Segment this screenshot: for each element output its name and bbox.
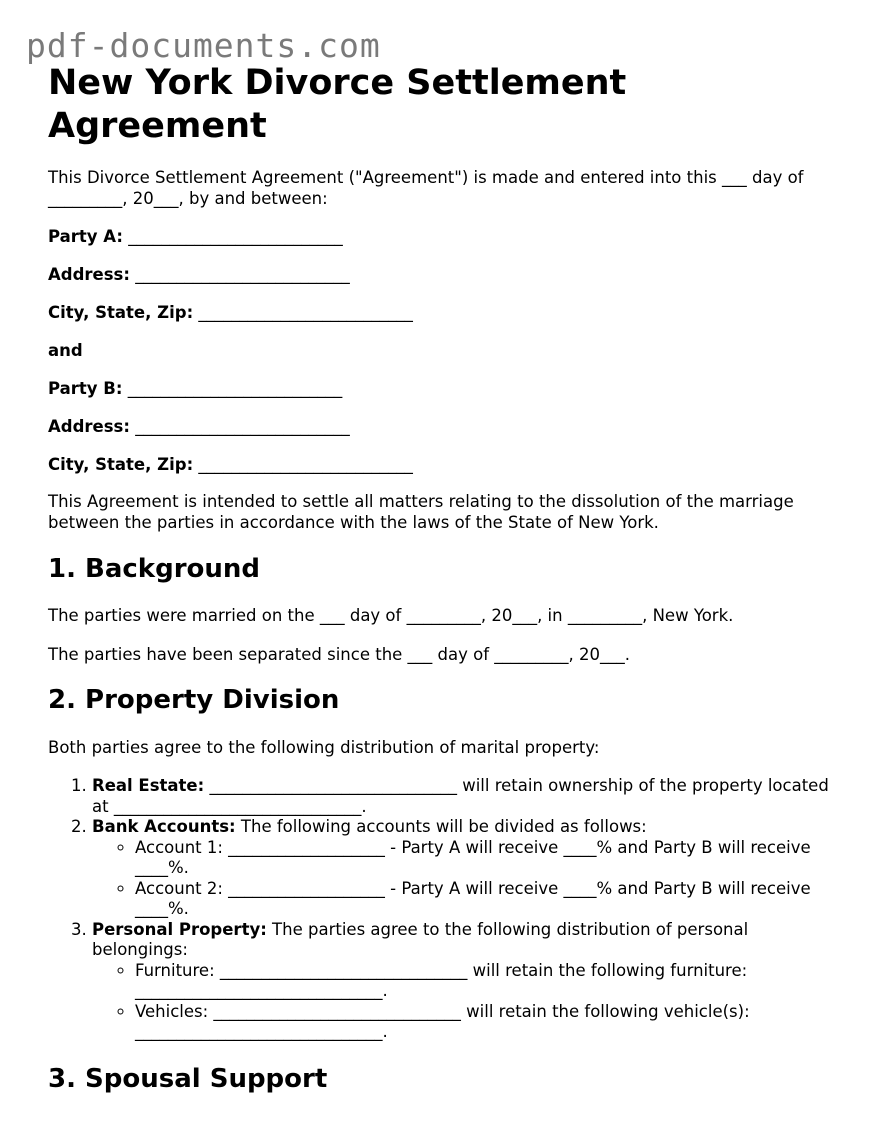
- purpose-paragraph: This Agreement is intended to settle all matters relating to the dissolution of the marriage between the parties in accordance with the laws of the State of New York.: [48, 492, 794, 532]
- party-b-address-field: [48, 417, 838, 438]
- real-estate-label: Real Estate:: [92, 776, 205, 795]
- party-b-city-blank: __________________________: [193, 455, 413, 474]
- party-b-address-label: Address:: [48, 417, 130, 436]
- separated-paragraph: The parties have been separated since the ___ day of _________, 20___.: [48, 645, 631, 664]
- party-b-name-label: Party B:: [48, 379, 123, 398]
- party-a-city-field: [48, 303, 838, 324]
- furniture-item: ◦ Furniture: ______________________________ will retain the following furniture: ______________________________.: [135, 961, 838, 1002]
- property-list: [48, 776, 838, 1043]
- party-b-city-label: City, State, Zip:: [48, 455, 194, 474]
- party-b-name-field: [48, 379, 838, 400]
- list-item-bank-accounts: [92, 817, 838, 920]
- account-1-item: ◦ Account 1: ___________________ - Party A will receive ____% and Party B will receive ____%.: [135, 838, 838, 879]
- party-a-city-label: City, State, Zip:: [48, 303, 194, 322]
- bank-accounts-text: The following accounts will be divided as follows:: [235, 817, 647, 836]
- party-a-name-label: Party A:: [48, 227, 123, 246]
- account-2-item: ◦ Account 2: ___________________ - Party A will receive ____% and Party B will receive ____%.: [135, 879, 838, 920]
- personal-property-sublist: [92, 961, 838, 1043]
- personal-property-text: The parties agree to the following distribution of personal belongings:: [92, 919, 749, 959]
- vehicles-item: ◦ Vehicles: ______________________________ will retain the following vehicle(s): ______________________________.: [135, 1002, 838, 1043]
- watermark: pdf-documents.com: [26, 26, 381, 65]
- intro-paragraph: This Divorce Settlement Agreement ("Agreement") is made and entered into this ___ day of _________, 20___, by and between:: [48, 168, 804, 208]
- and-separator: and: [48, 341, 83, 360]
- party-a-address-label: Address:: [48, 265, 130, 284]
- bank-accounts-label: Bank Accounts:: [92, 817, 236, 836]
- real-estate-text: ______________________________ will retain ownership of the property located at ______________________________.: [92, 776, 829, 816]
- party-b-city-field: [48, 455, 838, 476]
- section-1-heading: 1. Background: [48, 554, 261, 584]
- bank-accounts-sublist: [92, 838, 838, 920]
- list-item-real-estate: [92, 776, 838, 817]
- section-2-heading: 2. Property Division: [48, 685, 340, 715]
- party-b-name-blank: __________________________: [122, 379, 343, 398]
- party-a-name-field: [48, 227, 838, 248]
- document-title: New York Divorce Settlement Agreement: [48, 63, 627, 146]
- personal-property-label: Personal Property:: [92, 919, 267, 939]
- section-3-heading: 3. Spousal Support: [48, 1064, 328, 1094]
- list-item-personal-property: [92, 920, 838, 1043]
- party-a-address-blank: __________________________: [129, 265, 350, 284]
- married-paragraph: The parties were married on the ___ day of _________, 20___, in _________, New York.: [48, 606, 734, 625]
- party-b-address-blank: __________________________: [129, 417, 350, 436]
- party-a-address-field: [48, 265, 838, 286]
- property-intro: Both parties agree to the following distribution of marital property:: [48, 738, 600, 757]
- party-a-name-blank: __________________________: [122, 227, 343, 246]
- party-a-city-blank: __________________________: [193, 303, 413, 322]
